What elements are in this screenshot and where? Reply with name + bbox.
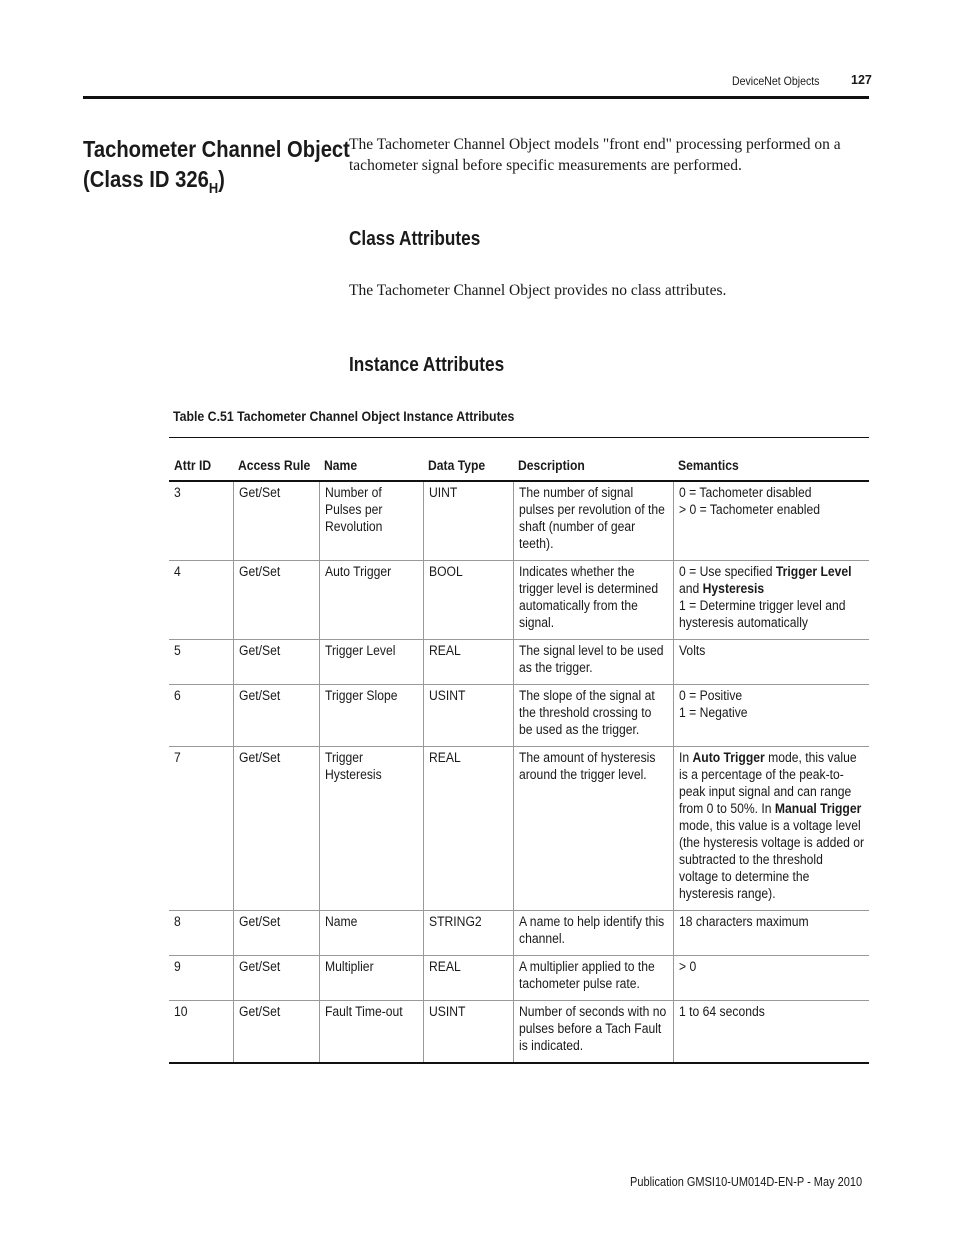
cell-semantics: In Auto Trigger mode, this value is a percentage of the peak-to-peak input signal and can range from 0 to 50%. In Manual Trigger mode, this value is a voltage level (the hysteresis voltage is added or subtracted to the threshold voltage to determine the hysteresis range). [673,747,869,911]
cell-semantics: 1 to 64 seconds [673,1001,869,1064]
cell-attr-id: 7 [169,747,233,911]
title-subscript: H [208,180,219,197]
cell-name: Trigger Hysteresis [319,747,423,911]
cell-access-rule: Get/Set [233,1001,319,1064]
cell-access-rule: Get/Set [233,481,319,561]
instance-attributes-heading: Instance Attributes [349,354,505,376]
header-divider [83,96,869,99]
table-row [169,640,869,685]
cell-attr-id: 3 [169,481,233,561]
cell-access-rule: Get/Set [233,956,319,1001]
column-header-data-type: Data Type [423,438,513,482]
cell-description: A multiplier applied to the tachometer pulse rate. [513,956,673,1001]
page-title-line1: Tachometer Channel Object [83,136,350,162]
intro-paragraph: The Tachometer Channel Object models "front end" processing performed on a tachometer signal before specific measurements are performed. [349,136,841,174]
class-attributes-text: The Tachometer Channel Object provides no class attributes. [349,282,727,299]
title-class-id: (Class ID 326 [83,166,209,192]
cell-description: The signal level to be used as the trigger. [513,640,673,685]
cell-data-type: UINT [423,481,513,561]
cell-data-type: USINT [423,1001,513,1064]
table-row [169,481,869,561]
cell-data-type: USINT [423,685,513,747]
table-header-row [169,438,869,482]
cell-name: Number of Pulses per Revolution [319,481,423,561]
cell-attr-id: 4 [169,561,233,640]
page-title-line2 [83,164,350,197]
cell-name: Fault Time-out [319,1001,423,1064]
table-row [169,561,869,640]
cell-semantics: Volts [673,640,869,685]
table-row [169,685,869,747]
column-header-attr-id: Attr ID [169,438,233,482]
table-row [169,956,869,1001]
cell-semantics: 0 = Positive 1 = Negative [673,685,869,747]
cell-description: Number of seconds with no pulses before a Tach Fault is indicated. [513,1001,673,1064]
publication-footer: Publication GMSI10-UM014D-EN-P - May 2010 [630,1175,863,1189]
cell-attr-id: 8 [169,911,233,956]
table-row [169,1001,869,1064]
cell-access-rule: Get/Set [233,640,319,685]
page-title [83,134,350,197]
table-row [169,747,869,911]
cell-access-rule: Get/Set [233,747,319,911]
cell-data-type: REAL [423,747,513,911]
cell-semantics: 18 characters maximum [673,911,869,956]
cell-name: Name [319,911,423,956]
cell-description: Indicates whether the trigger level is determined automatically from the signal. [513,561,673,640]
cell-name: Multiplier [319,956,423,1001]
cell-semantics: > 0 [673,956,869,1001]
cell-description: A name to help identify this channel. [513,911,673,956]
column-header-semantics: Semantics [673,438,869,482]
table-row [169,911,869,956]
column-header-description: Description [513,438,673,482]
cell-access-rule: Get/Set [233,561,319,640]
cell-access-rule: Get/Set [233,685,319,747]
class-attributes-heading: Class Attributes [349,228,481,250]
cell-data-type: REAL [423,956,513,1001]
cell-semantics: 0 = Tachometer disabled > 0 = Tachometer enabled [673,481,869,561]
cell-name: Trigger Level [319,640,423,685]
cell-name: Auto Trigger [319,561,423,640]
cell-data-type: BOOL [423,561,513,640]
page-number: 127 [851,73,872,87]
running-header-section: DeviceNet Objects [732,74,820,88]
cell-attr-id: 5 [169,640,233,685]
column-header-access-rule: Access Rule [233,438,319,482]
cell-data-type: REAL [423,640,513,685]
cell-attr-id: 6 [169,685,233,747]
instance-attributes-table [169,437,869,1064]
cell-description: The number of signal pulses per revolution of the shaft (number of gear teeth). [513,481,673,561]
cell-data-type: STRING2 [423,911,513,956]
cell-attr-id: 9 [169,956,233,1001]
cell-semantics: 0 = Use specified Trigger Level and Hysteresis 1 = Determine trigger level and hysteresis automatically [673,561,869,640]
table-caption: Table C.51 Tachometer Channel Object Instance Attributes [173,408,515,424]
title-close-paren: ) [218,166,225,192]
column-header-name: Name [319,438,423,482]
cell-description: The slope of the signal at the threshold crossing to be used as the trigger. [513,685,673,747]
cell-name: Trigger Slope [319,685,423,747]
cell-attr-id: 10 [169,1001,233,1064]
cell-description: The amount of hysteresis around the trigger level. [513,747,673,911]
cell-access-rule: Get/Set [233,911,319,956]
